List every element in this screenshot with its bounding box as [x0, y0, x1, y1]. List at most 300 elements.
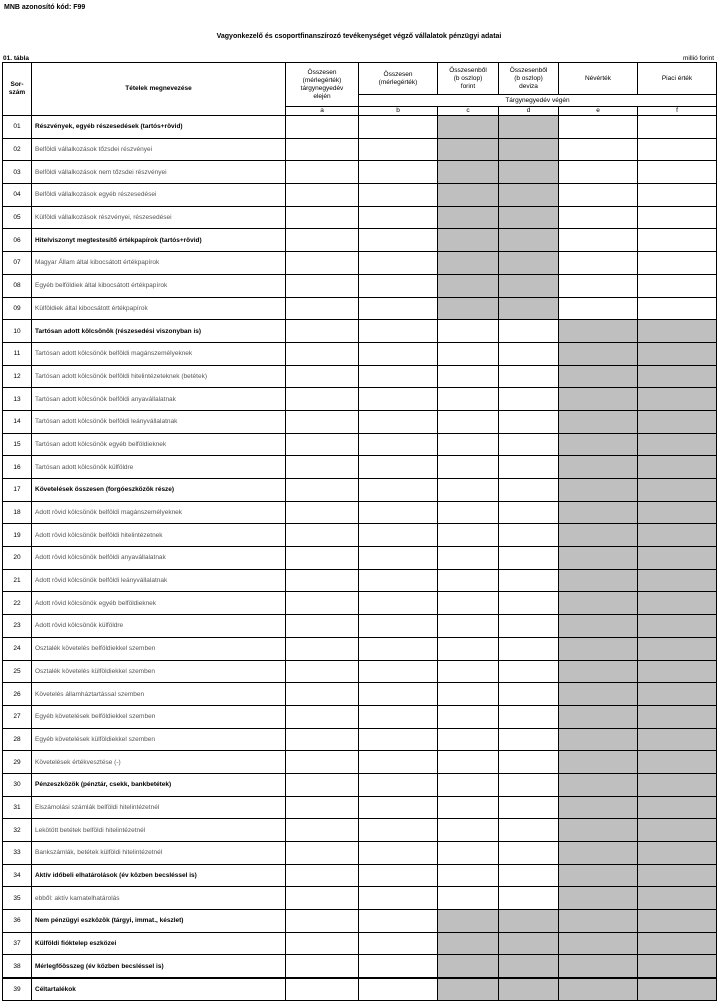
row-label: Aktív időbeli elhatárolások (év közben becsléssel is): [32, 864, 286, 887]
row-number: 20: [3, 547, 32, 570]
value-cell[interactable]: [559, 297, 638, 320]
disabled-cell: [638, 978, 717, 1001]
value-cell[interactable]: [438, 660, 499, 683]
value-cell[interactable]: [286, 501, 359, 524]
value-cell[interactable]: [286, 116, 359, 139]
value-cell[interactable]: [438, 410, 499, 433]
value-cell[interactable]: [286, 252, 359, 275]
value-cell[interactable]: [359, 388, 438, 411]
table-row: [3, 365, 717, 388]
value-cell[interactable]: [286, 320, 359, 343]
value-cell[interactable]: [499, 796, 559, 819]
disabled-cell: [559, 705, 638, 728]
value-cell[interactable]: [638, 161, 717, 184]
disabled-cell: [638, 569, 717, 592]
value-cell[interactable]: [286, 388, 359, 411]
disabled-cell: [559, 842, 638, 865]
row-number: 08: [3, 274, 32, 297]
value-cell[interactable]: [286, 932, 359, 955]
value-cell[interactable]: [359, 524, 438, 547]
row-number: 29: [3, 751, 32, 774]
value-cell[interactable]: [359, 978, 438, 1001]
disabled-cell: [438, 978, 499, 1001]
value-cell[interactable]: [359, 819, 438, 842]
disabled-cell: [638, 433, 717, 456]
value-cell[interactable]: [286, 410, 359, 433]
disabled-cell: [438, 161, 499, 184]
value-cell[interactable]: [438, 751, 499, 774]
value-cell[interactable]: [499, 887, 559, 910]
value-cell[interactable]: [286, 138, 359, 161]
table-row: [3, 592, 717, 615]
value-cell[interactable]: [499, 342, 559, 365]
value-cell[interactable]: [359, 252, 438, 275]
table-row: [3, 932, 717, 955]
row-number: 33: [3, 842, 32, 865]
value-cell[interactable]: [286, 819, 359, 842]
disabled-cell: [499, 206, 559, 229]
disabled-cell: [559, 342, 638, 365]
row-number: 26: [3, 683, 32, 706]
disabled-cell: [438, 229, 499, 252]
disabled-cell: [559, 796, 638, 819]
value-cell[interactable]: [559, 274, 638, 297]
value-cell[interactable]: [499, 864, 559, 887]
disabled-cell: [438, 138, 499, 161]
row-label: Tartósan adott kölcsönök belföldi magánszemélyeknek: [32, 342, 286, 365]
value-cell[interactable]: [438, 569, 499, 592]
value-cell[interactable]: [438, 501, 499, 524]
value-cell[interactable]: [359, 138, 438, 161]
disabled-cell: [438, 932, 499, 955]
value-cell[interactable]: [499, 683, 559, 706]
value-cell[interactable]: [438, 705, 499, 728]
table-row: [3, 456, 717, 479]
value-cell[interactable]: [286, 910, 359, 933]
disabled-cell: [638, 615, 717, 638]
value-cell[interactable]: [359, 320, 438, 343]
table-row: [3, 864, 717, 887]
value-cell[interactable]: [438, 615, 499, 638]
row-number: 07: [3, 252, 32, 275]
row-label: Külföldiek által kibocsátott értékpapírok: [32, 297, 286, 320]
disabled-cell: [638, 456, 717, 479]
disabled-cell: [638, 932, 717, 955]
value-cell[interactable]: [359, 615, 438, 638]
col-letter-a: a: [286, 107, 359, 116]
table-row: [3, 297, 717, 320]
value-cell[interactable]: [359, 660, 438, 683]
row-number: 05: [3, 206, 32, 229]
disabled-cell: [638, 501, 717, 524]
row-number: 01: [3, 116, 32, 139]
value-cell[interactable]: [638, 184, 717, 207]
disabled-cell: [638, 864, 717, 887]
disabled-cell: [638, 773, 717, 796]
value-cell[interactable]: [438, 592, 499, 615]
value-cell[interactable]: [286, 864, 359, 887]
row-label: Bankszámlák, betétek külföldi hitelintézetnél: [32, 842, 286, 865]
value-cell[interactable]: [559, 161, 638, 184]
disabled-cell: [499, 297, 559, 320]
value-cell[interactable]: [286, 637, 359, 660]
row-number: 34: [3, 864, 32, 887]
value-cell[interactable]: [286, 569, 359, 592]
value-cell[interactable]: [638, 252, 717, 275]
value-cell[interactable]: [359, 365, 438, 388]
disabled-cell: [559, 569, 638, 592]
value-cell[interactable]: [438, 365, 499, 388]
value-cell[interactable]: [438, 524, 499, 547]
disabled-cell: [638, 751, 717, 774]
table-row: [3, 252, 717, 275]
disabled-cell: [638, 410, 717, 433]
row-number: 15: [3, 433, 32, 456]
row-number: 17: [3, 479, 32, 502]
table-row: [3, 184, 717, 207]
disabled-cell: [559, 887, 638, 910]
disabled-cell: [638, 388, 717, 411]
value-cell[interactable]: [499, 660, 559, 683]
value-cell[interactable]: [359, 342, 438, 365]
row-number: 16: [3, 456, 32, 479]
row-number: 28: [3, 728, 32, 751]
value-cell[interactable]: [286, 547, 359, 570]
value-cell[interactable]: [438, 433, 499, 456]
disabled-cell: [638, 683, 717, 706]
row-label: Elszámolási számlák belföldi hitelintézetnél: [32, 796, 286, 819]
value-cell[interactable]: [499, 501, 559, 524]
disabled-cell: [638, 819, 717, 842]
value-cell[interactable]: [286, 161, 359, 184]
row-label: Magyar Állam által kibocsátott értékpapírok: [32, 252, 286, 275]
row-label: Tartósan adott kölcsönök belföldi anyavállalatnak: [32, 388, 286, 411]
value-cell[interactable]: [286, 184, 359, 207]
value-cell[interactable]: [359, 910, 438, 933]
disabled-cell: [638, 365, 717, 388]
value-cell[interactable]: [438, 320, 499, 343]
row-number: 18: [3, 501, 32, 524]
disabled-cell: [559, 365, 638, 388]
disabled-cell: [559, 910, 638, 933]
disabled-cell: [559, 456, 638, 479]
value-cell[interactable]: [499, 842, 559, 865]
value-cell[interactable]: [286, 773, 359, 796]
value-cell[interactable]: [286, 365, 359, 388]
value-cell[interactable]: [359, 206, 438, 229]
value-cell[interactable]: [359, 569, 438, 592]
table-row: [3, 728, 717, 751]
row-label: Hitelviszonyt megtestesítő értékpapírok (tartós+rövid): [32, 229, 286, 252]
disabled-cell: [559, 615, 638, 638]
disabled-cell: [499, 978, 559, 1001]
value-cell[interactable]: [359, 547, 438, 570]
row-label: Adott rövid kölcsönök belföldi magánszemélyeknek: [32, 501, 286, 524]
value-cell[interactable]: [438, 342, 499, 365]
row-label: Egyéb követelések külföldiekkel szemben: [32, 728, 286, 751]
mnb-code: MNB azonosító kód: F99: [4, 4, 86, 11]
value-cell[interactable]: [499, 705, 559, 728]
table-row: [3, 910, 717, 933]
value-cell[interactable]: [559, 116, 638, 139]
col-header-c: Összesenből (b oszlop) forint: [438, 63, 499, 95]
col-letter-e: e: [559, 107, 638, 116]
table-row: [3, 842, 717, 865]
row-number: 36: [3, 910, 32, 933]
value-cell[interactable]: [359, 728, 438, 751]
disabled-cell: [559, 978, 638, 1001]
row-label: Adott rövid kölcsönök egyéb belföldieknek: [32, 592, 286, 615]
value-cell[interactable]: [438, 842, 499, 865]
disabled-cell: [638, 479, 717, 502]
disabled-cell: [499, 184, 559, 207]
row-label: Egyéb követelések belföldiekkel szemben: [32, 705, 286, 728]
value-cell[interactable]: [638, 274, 717, 297]
table-row: [3, 138, 717, 161]
value-cell[interactable]: [638, 206, 717, 229]
row-number: 30: [3, 773, 32, 796]
value-cell[interactable]: [359, 229, 438, 252]
row-number: 32: [3, 819, 32, 842]
row-label: Adott rövid kölcsönök belföldi hitelintézetnek: [32, 524, 286, 547]
value-cell[interactable]: [359, 297, 438, 320]
value-cell[interactable]: [559, 206, 638, 229]
disabled-cell: [559, 637, 638, 660]
value-cell[interactable]: [286, 229, 359, 252]
value-cell[interactable]: [438, 547, 499, 570]
row-number: 27: [3, 705, 32, 728]
value-cell[interactable]: [438, 796, 499, 819]
value-cell[interactable]: [438, 728, 499, 751]
value-cell[interactable]: [286, 978, 359, 1001]
row-number: 02: [3, 138, 32, 161]
row-number: 24: [3, 637, 32, 660]
value-cell[interactable]: [359, 161, 438, 184]
value-cell[interactable]: [359, 932, 438, 955]
row-label: Egyéb belföldiek által kibocsátott értékpapírok: [32, 274, 286, 297]
value-cell[interactable]: [286, 456, 359, 479]
value-cell[interactable]: [359, 116, 438, 139]
table-row: [3, 773, 717, 796]
value-cell[interactable]: [286, 955, 359, 978]
value-cell[interactable]: [638, 297, 717, 320]
value-cell[interactable]: [359, 637, 438, 660]
row-number: 12: [3, 365, 32, 388]
disabled-cell: [559, 683, 638, 706]
disabled-cell: [638, 887, 717, 910]
value-cell[interactable]: [499, 569, 559, 592]
value-cell[interactable]: [359, 773, 438, 796]
value-cell[interactable]: [359, 887, 438, 910]
disabled-cell: [499, 138, 559, 161]
value-cell[interactable]: [286, 479, 359, 502]
value-cell[interactable]: [359, 796, 438, 819]
disabled-cell: [559, 433, 638, 456]
col-letter-b: b: [359, 107, 438, 116]
value-cell[interactable]: [438, 683, 499, 706]
table-row: [3, 796, 717, 819]
value-cell[interactable]: [438, 388, 499, 411]
col-header-b: Összesen (mérlegérték): [359, 63, 438, 95]
row-label: Követelések összesen (forgóeszközök része): [32, 479, 286, 502]
value-cell[interactable]: [438, 456, 499, 479]
col-header-a: Összesen (mérlegérték) tárgynegyedév elején: [286, 63, 359, 107]
value-cell[interactable]: [286, 796, 359, 819]
page-title: Vagyonkezelő és csoportfinanszírozó tevékenységet végző vállalatok pénzügyi adatai: [216, 33, 502, 40]
value-cell[interactable]: [359, 274, 438, 297]
table-row: [3, 660, 717, 683]
value-cell[interactable]: [359, 184, 438, 207]
value-cell[interactable]: [359, 683, 438, 706]
value-cell[interactable]: [359, 456, 438, 479]
disabled-cell: [638, 955, 717, 978]
value-cell[interactable]: [359, 433, 438, 456]
value-cell[interactable]: [438, 819, 499, 842]
row-number: 19: [3, 524, 32, 547]
disabled-cell: [638, 705, 717, 728]
value-cell[interactable]: [499, 819, 559, 842]
period-header: Tárgynegyedév végén: [359, 95, 717, 107]
disabled-cell: [438, 206, 499, 229]
row-number: 14: [3, 410, 32, 433]
disabled-cell: [559, 932, 638, 955]
value-cell[interactable]: [438, 479, 499, 502]
value-cell[interactable]: [359, 592, 438, 615]
value-cell[interactable]: [499, 524, 559, 547]
value-cell[interactable]: [499, 773, 559, 796]
table-row: [3, 206, 717, 229]
value-cell[interactable]: [559, 229, 638, 252]
value-cell[interactable]: [286, 887, 359, 910]
value-cell[interactable]: [359, 501, 438, 524]
value-cell[interactable]: [638, 116, 717, 139]
disabled-cell: [559, 819, 638, 842]
row-label: Belföldi vállalkozások tőzsdei részvényei: [32, 138, 286, 161]
disabled-cell: [559, 864, 638, 887]
value-cell[interactable]: [499, 320, 559, 343]
value-cell[interactable]: [359, 955, 438, 978]
table-row: [3, 161, 717, 184]
value-cell[interactable]: [499, 388, 559, 411]
table-row: [3, 388, 717, 411]
table-id: 01. tábla: [3, 55, 30, 62]
value-cell[interactable]: [638, 229, 717, 252]
unit-label: millió forint: [682, 55, 714, 62]
value-cell[interactable]: [499, 547, 559, 570]
value-cell[interactable]: [559, 138, 638, 161]
value-cell[interactable]: [286, 615, 359, 638]
value-cell[interactable]: [499, 365, 559, 388]
value-cell[interactable]: [499, 479, 559, 502]
table-row: [3, 751, 717, 774]
value-cell[interactable]: [286, 751, 359, 774]
disabled-cell: [438, 116, 499, 139]
table-row: [3, 433, 717, 456]
col-header-d: Összesenből (b oszlop) deviza: [499, 63, 559, 95]
row-label: Belföldi vállalkozások egyéb részesedései: [32, 184, 286, 207]
row-label: Tartósan adott kölcsönök külföldre: [32, 456, 286, 479]
value-cell[interactable]: [359, 479, 438, 502]
value-cell[interactable]: [286, 592, 359, 615]
value-cell[interactable]: [438, 637, 499, 660]
value-cell[interactable]: [438, 773, 499, 796]
row-number: 35: [3, 887, 32, 910]
value-cell[interactable]: [286, 524, 359, 547]
disabled-cell: [499, 229, 559, 252]
disabled-cell: [638, 320, 717, 343]
value-cell[interactable]: [499, 433, 559, 456]
value-cell[interactable]: [359, 751, 438, 774]
value-cell[interactable]: [499, 410, 559, 433]
row-label: Tartósan adott kölcsönök belföldi hitelintézeteknek (betétek): [32, 365, 286, 388]
disabled-cell: [638, 524, 717, 547]
row-number: 04: [3, 184, 32, 207]
row-number: 22: [3, 592, 32, 615]
table-row: [3, 342, 717, 365]
col-header-f: Piaci érték: [638, 63, 717, 95]
row-label: Osztalék követelés belföldiekkel szemben: [32, 637, 286, 660]
value-cell[interactable]: [438, 887, 499, 910]
value-cell[interactable]: [286, 342, 359, 365]
table-row: [3, 683, 717, 706]
value-cell[interactable]: [359, 842, 438, 865]
value-cell[interactable]: [359, 864, 438, 887]
row-number: 25: [3, 660, 32, 683]
value-cell[interactable]: [359, 705, 438, 728]
value-cell[interactable]: [499, 728, 559, 751]
col-letter-f: f: [638, 107, 717, 116]
col-letter-d: d: [499, 107, 559, 116]
value-cell[interactable]: [286, 660, 359, 683]
value-cell[interactable]: [286, 705, 359, 728]
value-cell[interactable]: [559, 252, 638, 275]
disabled-cell: [559, 479, 638, 502]
col-header-name: Tételek megnevezése: [32, 63, 286, 116]
value-cell[interactable]: [499, 592, 559, 615]
disabled-cell: [638, 796, 717, 819]
value-cell[interactable]: [499, 751, 559, 774]
value-cell[interactable]: [286, 683, 359, 706]
col-header-num: Sor- szám: [3, 63, 32, 116]
table-row: [3, 637, 717, 660]
value-cell[interactable]: [359, 410, 438, 433]
table-row: [3, 410, 717, 433]
value-cell[interactable]: [286, 433, 359, 456]
row-number: 11: [3, 342, 32, 365]
disabled-cell: [559, 320, 638, 343]
row-number: 37: [3, 932, 32, 955]
value-cell[interactable]: [638, 138, 717, 161]
value-cell[interactable]: [286, 842, 359, 865]
value-cell[interactable]: [286, 274, 359, 297]
disabled-cell: [438, 297, 499, 320]
value-cell[interactable]: [286, 206, 359, 229]
table-row: [3, 524, 717, 547]
row-number: 23: [3, 615, 32, 638]
value-cell[interactable]: [286, 728, 359, 751]
table-row: [3, 229, 717, 252]
value-cell[interactable]: [499, 456, 559, 479]
value-cell[interactable]: [559, 184, 638, 207]
value-cell[interactable]: [438, 864, 499, 887]
disabled-cell: [559, 410, 638, 433]
value-cell[interactable]: [499, 637, 559, 660]
table-row: [3, 547, 717, 570]
value-cell[interactable]: [286, 297, 359, 320]
disabled-cell: [499, 955, 559, 978]
value-cell[interactable]: [499, 615, 559, 638]
table-row: [3, 501, 717, 524]
